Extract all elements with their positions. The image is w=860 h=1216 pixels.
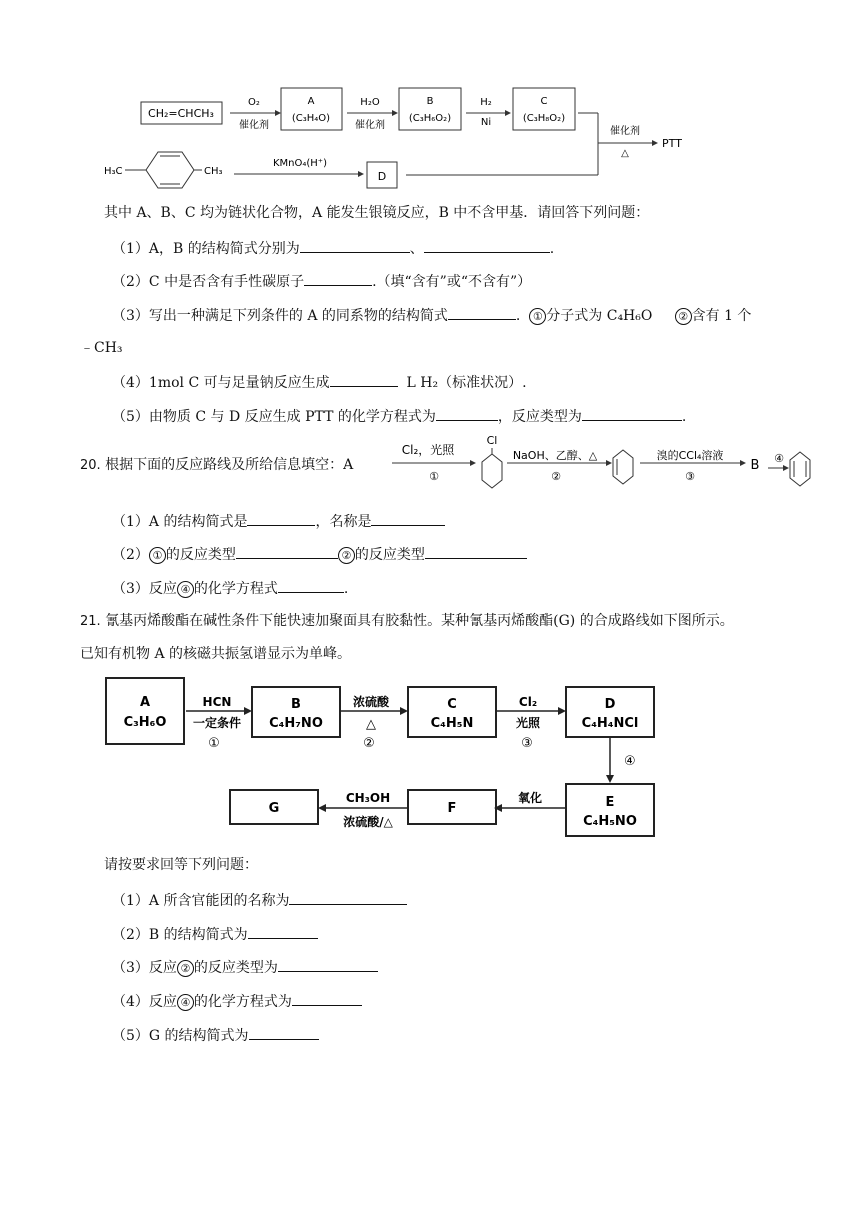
q19-part3-cont: ﹣CH₃ bbox=[80, 340, 123, 356]
q20-step4-number: ④ bbox=[774, 452, 784, 465]
q21-step1-reagent: HCN bbox=[202, 695, 232, 709]
q19-part4-unit: L H₂（标准状况）. bbox=[406, 375, 527, 391]
box-b-formula: (C₃H₆O₂) bbox=[408, 113, 452, 124]
q21-box-g-label: G bbox=[268, 801, 280, 816]
q19-cond2: 含有 1 个 bbox=[691, 308, 752, 324]
step1-condition: 催化剂 bbox=[239, 120, 269, 131]
q21-box-a-formula: C₃H₆O bbox=[123, 715, 167, 730]
cyanoacrylate-synthesis-scheme bbox=[0, 668, 860, 848]
q20-part3-text: 的化学方程式 bbox=[193, 581, 278, 597]
step4-marker: ④ bbox=[177, 581, 194, 598]
q20-step2-number: ② bbox=[551, 470, 561, 483]
q21-line2: 已知有机物 A 的核磁共振氢谱显示为单峰。 bbox=[80, 646, 352, 662]
q21-step3-reagent: Cl₂ bbox=[518, 695, 538, 709]
q20-part2-text1: 的反应类型 bbox=[165, 547, 236, 563]
q21-step4-number: ④ bbox=[624, 754, 636, 769]
q19-part2-hint: .（填“含有”或“不含有”） bbox=[372, 274, 532, 290]
answer-blank-chiral[interactable] bbox=[304, 271, 372, 286]
q20-part2 bbox=[112, 544, 527, 564]
q20-part3 bbox=[112, 578, 348, 598]
answer-blank-h2[interactable] bbox=[330, 372, 398, 387]
answer-blank-a-struct[interactable] bbox=[247, 511, 315, 526]
q20-number: 20. bbox=[80, 458, 101, 473]
q19-part4 bbox=[112, 372, 527, 392]
q21-step2-reagent: 浓硫酸 bbox=[352, 695, 390, 709]
final-catalyst: 催化剂 bbox=[610, 126, 640, 137]
q21-step6-condition: 浓硫酸/△ bbox=[343, 815, 393, 829]
q21-ask: 请按要求回等下列问题： bbox=[104, 857, 258, 873]
q21-part4 bbox=[112, 991, 362, 1011]
q20-step3-reagent: 溴的CCl₄溶液 bbox=[656, 449, 724, 462]
q21-box-a-label: A bbox=[139, 695, 151, 710]
q19-part3-dot: . bbox=[515, 308, 521, 324]
step2-marker-q21: ② bbox=[177, 960, 194, 977]
xylene-left-methyl: H₃C bbox=[104, 166, 123, 177]
cond-1-marker: ① bbox=[529, 308, 546, 325]
q21-step3-condition: 光照 bbox=[515, 716, 541, 730]
chloro-label: Cl bbox=[486, 434, 498, 447]
q21-step1-number: ① bbox=[208, 736, 220, 751]
q19-part2-text: （2）C 中是否含有手性碳原子 bbox=[112, 274, 305, 290]
q21-box-c-label: C bbox=[447, 697, 457, 712]
propene-formula: CH₂=CHCH₃ bbox=[148, 107, 214, 120]
q20-step2-reagent: NaOH、乙醇、△ bbox=[512, 449, 598, 462]
answer-blank-eq4[interactable] bbox=[278, 578, 344, 593]
q19-part1-text: （1）A，B 的结构简式分别为 bbox=[112, 241, 300, 257]
step2-marker: ② bbox=[338, 547, 355, 564]
q19-part4-text: （4）1mol C 可与足量钠反应生成 bbox=[112, 375, 330, 391]
box-d-label: D bbox=[377, 170, 387, 183]
q21-part3-text: 的反应类型为 bbox=[193, 960, 278, 976]
q21-part1 bbox=[112, 890, 407, 910]
box-c-formula: (C₃H₈O₂) bbox=[522, 113, 566, 124]
q20-step3-number: ③ bbox=[685, 470, 695, 483]
q21-part2-text: （2）B 的结构简式为 bbox=[112, 927, 248, 943]
q20-part2-prefix: （2） bbox=[112, 547, 149, 563]
q21-part4-text: 的化学方程式为 bbox=[193, 994, 292, 1010]
final-heat: △ bbox=[621, 148, 629, 159]
answer-blank-eq-q21[interactable] bbox=[292, 991, 362, 1006]
q21-box-d-formula: C₄H₄NCl bbox=[581, 716, 639, 731]
answer-blank-homolog[interactable] bbox=[448, 305, 516, 320]
xylene-right-methyl: CH₃ bbox=[204, 166, 223, 177]
answer-blank-equation[interactable] bbox=[436, 406, 498, 421]
q19-cond1: 分子式为 C₄H₆O bbox=[546, 308, 653, 324]
step2-reagent: H₂O bbox=[360, 97, 380, 108]
answer-blank-a-name[interactable] bbox=[371, 511, 445, 526]
step1-reagent: O₂ bbox=[248, 97, 260, 108]
q19-part1-sep: 、 bbox=[409, 241, 424, 257]
q21-part2 bbox=[112, 924, 318, 944]
q21-line1 bbox=[80, 612, 734, 631]
q20-part2-text2: 的反应类型 bbox=[354, 547, 425, 563]
q21-step2-number: ② bbox=[363, 736, 375, 751]
box-c-label: C bbox=[540, 96, 548, 107]
q21-box-b-formula: C₄H₇NO bbox=[269, 716, 323, 731]
q20-stem-text: 根据下面的反应路线及所给信息填空：A bbox=[105, 457, 354, 473]
q21-step3-number: ③ bbox=[521, 736, 533, 751]
q21-number: 21. bbox=[80, 614, 101, 629]
q20-compound-b: B bbox=[750, 458, 760, 473]
cond-2-marker: ② bbox=[675, 308, 692, 325]
q21-part5 bbox=[112, 1025, 319, 1045]
q20-part1-mid: ，名称是 bbox=[315, 514, 372, 530]
answer-blank-b[interactable] bbox=[424, 238, 550, 253]
q20-part1 bbox=[112, 511, 445, 531]
box-a-label: A bbox=[307, 96, 315, 107]
q21-step2-condition: △ bbox=[366, 717, 376, 732]
step1-marker: ① bbox=[149, 547, 166, 564]
ptt-product: PTT bbox=[662, 137, 682, 150]
q19-part1-end: . bbox=[549, 241, 555, 257]
q21-part5-text: （5）G 的结构简式为 bbox=[112, 1028, 249, 1044]
answer-blank-type1[interactable] bbox=[236, 544, 338, 559]
q20-stem bbox=[80, 456, 353, 475]
q21-box-b-label: B bbox=[291, 697, 301, 712]
q19-part5-mid: ，反应类型为 bbox=[497, 409, 582, 425]
q20-part1-text: （1）A 的结构简式是 bbox=[112, 514, 248, 530]
q21-part4-prefix: （4）反应 bbox=[112, 994, 177, 1010]
q19-intro: 其中 A、B、C 均为链状化合物，A 能发生银镜反应，B 中不含甲基．请回答下列问题： bbox=[104, 205, 650, 221]
q19-part1 bbox=[112, 238, 554, 258]
q20-step1-reagent: Cl₂，光照 bbox=[401, 443, 455, 457]
box-b-label: B bbox=[426, 96, 434, 107]
q19-part5-end: . bbox=[681, 409, 687, 425]
q21-stem: 氰基丙烯酸酯在碱性条件下能快速加聚面具有胶黏性。某种氰基丙烯酸酯(G) 的合成路线如下图所示。 bbox=[105, 613, 734, 629]
step4-marker-q21: ④ bbox=[177, 994, 194, 1011]
step2-condition: 催化剂 bbox=[355, 120, 385, 131]
box-a-formula: (C₃H₄O) bbox=[291, 113, 331, 124]
answer-blank-functional-group[interactable] bbox=[289, 890, 407, 905]
oxidant-reagent: KMnO₄(H⁺) bbox=[272, 158, 328, 169]
q20-part3-end: . bbox=[343, 581, 349, 597]
q19-part3-text: （3）写出一种满足下列条件的 A 的同系物的结构简式 bbox=[112, 308, 448, 324]
q21-box-d-label: D bbox=[604, 697, 616, 712]
step3-reagent: H₂ bbox=[480, 97, 492, 108]
answer-blank-g-struct[interactable] bbox=[249, 1025, 319, 1040]
q19-part2 bbox=[112, 271, 531, 291]
answer-blank-reaction-type[interactable] bbox=[278, 957, 378, 972]
answer-blank-a[interactable] bbox=[300, 238, 410, 253]
q20-part3-prefix: （3）反应 bbox=[112, 581, 177, 597]
q19-part5 bbox=[112, 406, 686, 426]
q21-part1-text: （1）A 所含官能团的名称为 bbox=[112, 893, 290, 909]
q21-box-e-formula: C₄H₅NO bbox=[583, 814, 637, 829]
answer-blank-type2[interactable] bbox=[425, 544, 527, 559]
q19-part3 bbox=[112, 305, 751, 325]
step3-condition: Ni bbox=[480, 117, 492, 128]
q21-box-f-label: F bbox=[447, 801, 457, 816]
q20-step1-number: ① bbox=[429, 470, 439, 483]
q21-step6-reagent: CH₃OH bbox=[345, 791, 391, 805]
q21-step5-reagent: 氧化 bbox=[517, 791, 543, 805]
q20-reaction-route bbox=[390, 432, 850, 502]
q21-step1-condition: 一定条件 bbox=[192, 716, 242, 730]
q21-box-c-formula: C₄H₅N bbox=[430, 716, 474, 731]
q21-part3 bbox=[112, 957, 378, 977]
q21-part3-prefix: （3）反应 bbox=[112, 960, 177, 976]
q19-part5-text: （5）由物质 C 与 D 反应生成 PTT 的化学方程式为 bbox=[112, 409, 436, 425]
answer-blank-type[interactable] bbox=[582, 406, 682, 421]
answer-blank-b-struct[interactable] bbox=[248, 924, 318, 939]
q21-box-e-label: E bbox=[605, 795, 615, 810]
